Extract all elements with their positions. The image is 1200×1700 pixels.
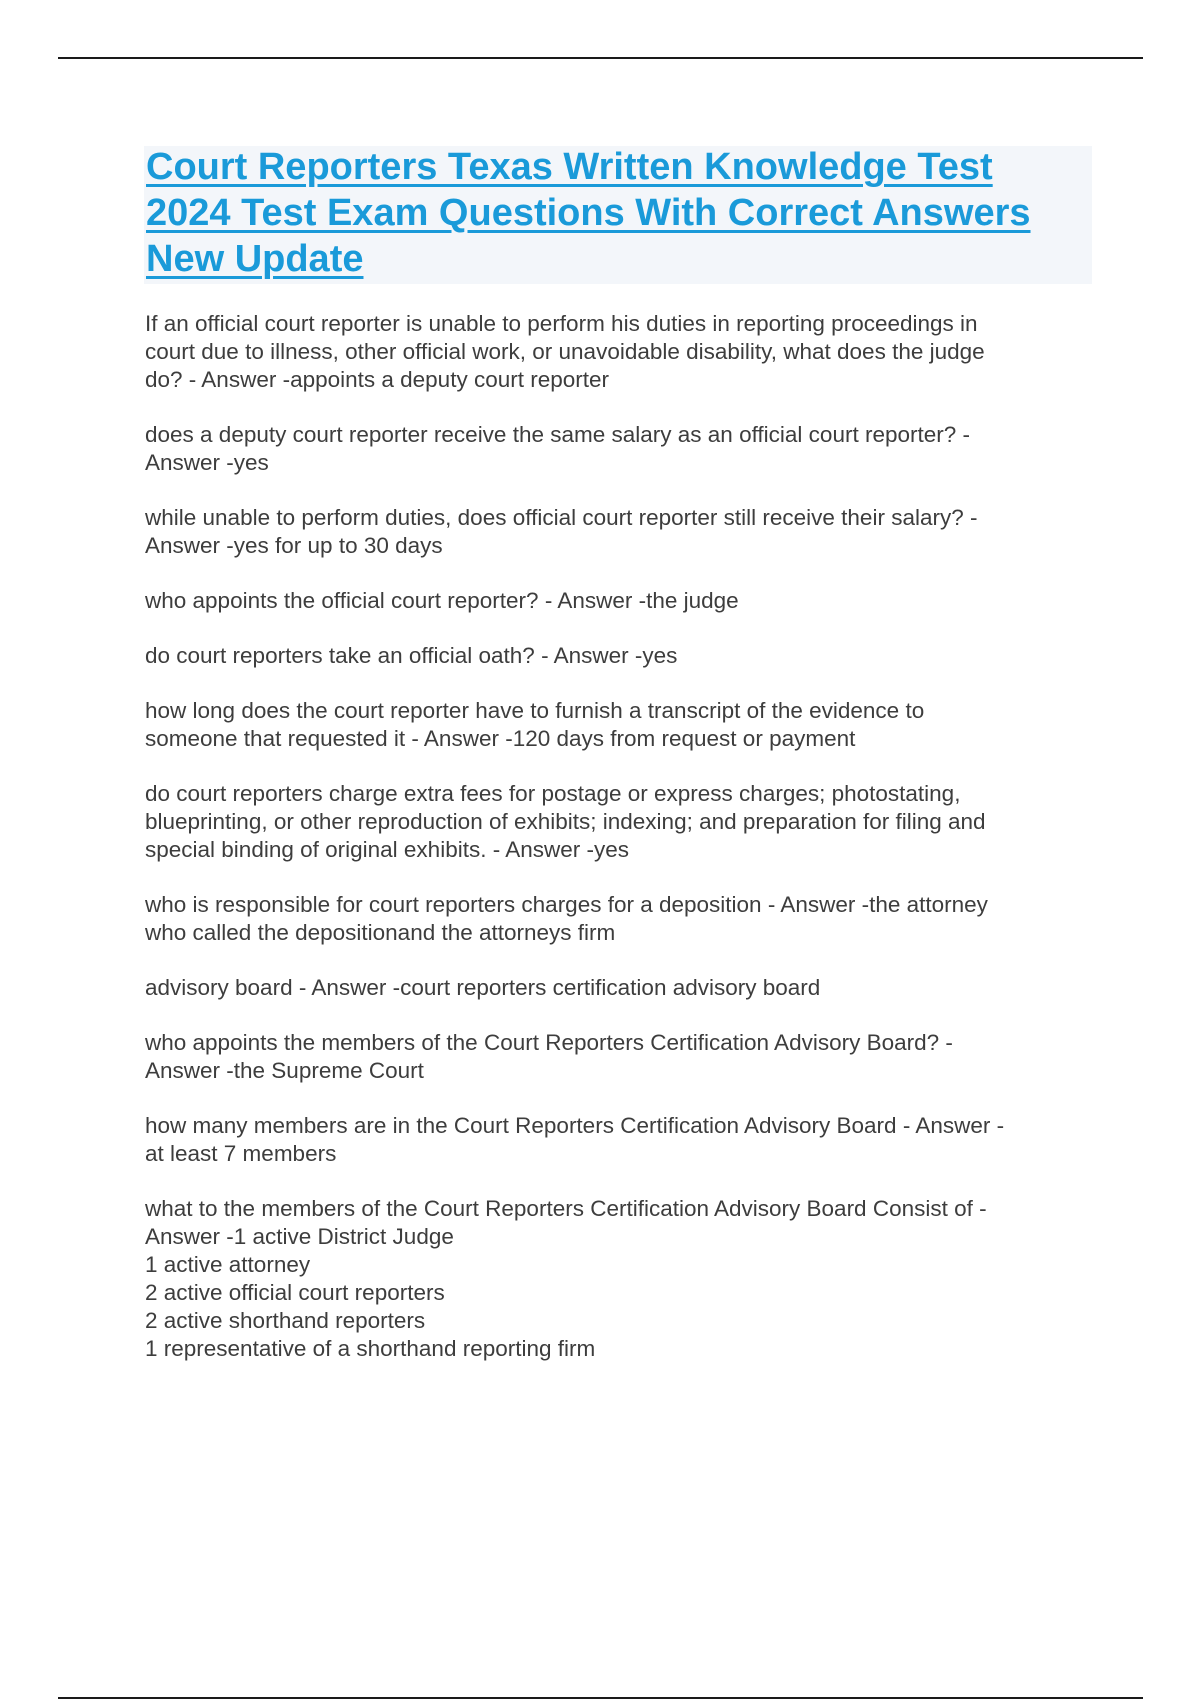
qa-item-10: who appoints the members of the Court Reporters Certification Advisory Board? - Answer -the Supreme Court bbox=[145, 1030, 953, 1083]
qa-item-6: how long does the court reporter have to furnish a transcript of the evidence to someone that requested it - Answer -120 days from request or payment bbox=[145, 698, 925, 751]
qa-item-2: does a deputy court reporter receive the same salary as an official court reporter? - Answer -yes bbox=[145, 422, 970, 475]
qa-item-1: If an official court reporter is unable to perform his duties in reporting proceedings in court due to illness, other official work, or unavoidable disability, what does the judge do? - Answer -appoints a deputy court reporter bbox=[145, 311, 985, 392]
qa-item-7: do court reporters charge extra fees for postage or express charges; photostating, blueprinting, or other reproduction of exhibits; indexing; and preparation for filing and special binding of original exhibits. - Answer -yes bbox=[145, 781, 986, 862]
bottom-rule bbox=[58, 1697, 1143, 1699]
qa-item-4: who appoints the official court reporter? - Answer -the judge bbox=[145, 588, 739, 613]
qa-item-3: while unable to perform duties, does official court reporter still receive their salary? - Answer -yes for up to 30 days bbox=[145, 505, 978, 558]
qa-item-5: do court reporters take an official oath? - Answer -yes bbox=[145, 643, 678, 668]
document-title-link[interactable]: Court Reporters Texas Written Knowledge Test 2024 Test Exam Questions With Correct Answers New Update bbox=[146, 146, 1031, 280]
qa-item-12: what to the members of the Court Reporters Certification Advisory Board Consist of - Answer -1 active District Judge 1 active attorney 2 active official court reporters 2 active shorthand reporters 1 representative of a shorthand reporting firm bbox=[145, 1196, 987, 1361]
qa-list bbox=[145, 310, 1085, 1390]
qa-item-8: who is responsible for court reporters charges for a deposition - Answer -the attorney who called the depositionand the attorneys firm bbox=[145, 892, 988, 945]
qa-item-9: advisory board - Answer -court reporters certification advisory board bbox=[145, 975, 821, 1000]
top-rule bbox=[58, 57, 1143, 59]
qa-item-11: how many members are in the Court Reporters Certification Advisory Board - Answer - at least 7 members bbox=[145, 1113, 1005, 1166]
